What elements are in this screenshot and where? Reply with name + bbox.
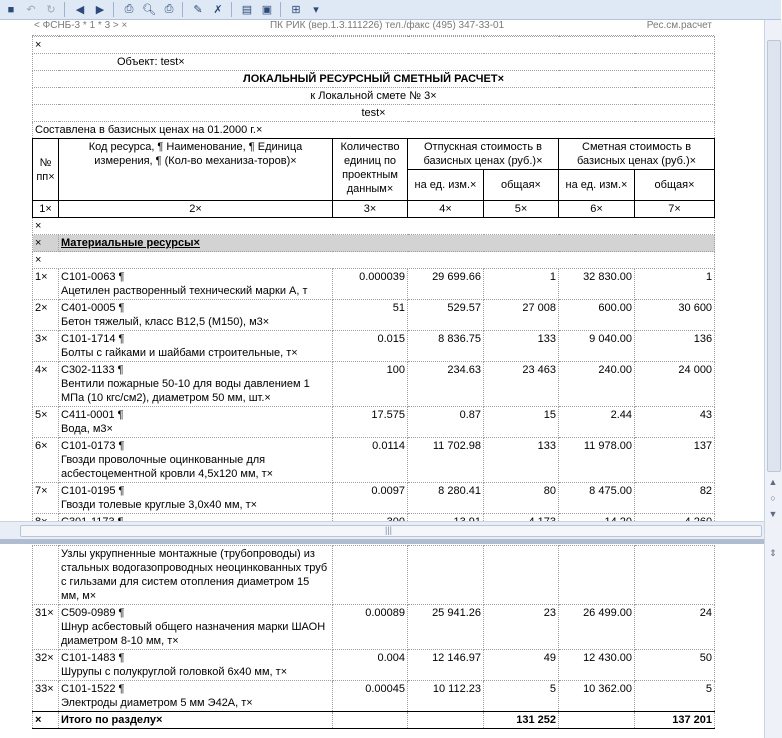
row-number: 4× bbox=[33, 362, 59, 407]
supply-total: 5 bbox=[484, 681, 559, 712]
layout-icon[interactable]: ⊞ bbox=[291, 4, 301, 16]
base-prices-line: Составлена в базисных ценах на 01.2000 г.× bbox=[33, 122, 715, 139]
horizontal-scrollbar[interactable] bbox=[0, 521, 764, 540]
row-number: 31× bbox=[33, 605, 59, 650]
estimate-total: 136 bbox=[635, 331, 715, 362]
quantity: 0.015 bbox=[333, 331, 408, 362]
toolbar-separator bbox=[182, 2, 183, 17]
table-row bbox=[33, 681, 715, 712]
supply-unit-price: 29 699.66 bbox=[408, 269, 484, 300]
table-row bbox=[33, 605, 715, 650]
toolbar-separator bbox=[280, 2, 281, 17]
supply-total: 49 bbox=[484, 650, 559, 681]
left-margin bbox=[0, 20, 20, 738]
blank-row: × bbox=[33, 218, 715, 235]
scroll-thumb[interactable] bbox=[767, 40, 781, 472]
estimate-table bbox=[32, 36, 715, 531]
toolbar-separator bbox=[231, 2, 232, 17]
resource-code-text: С101-1483 ¶ bbox=[61, 652, 125, 664]
form-name: test× bbox=[33, 105, 715, 122]
resource-code-text: С101-0195 ¶ bbox=[61, 485, 125, 497]
object-line: Объект: test× bbox=[33, 54, 715, 71]
back-icon[interactable]: ◀ bbox=[75, 4, 85, 16]
table-row bbox=[33, 331, 715, 362]
undo-icon[interactable]: ↶ bbox=[26, 4, 36, 16]
table-row bbox=[33, 407, 715, 438]
resource-name: Гвозди проволочные оцинкованные для асбестоцементной кровли 4,5х120 мм, т× bbox=[61, 454, 274, 480]
table-row bbox=[33, 269, 715, 300]
resource-code bbox=[59, 331, 333, 362]
col-estimate-unit: на ед. изм.× bbox=[559, 170, 635, 201]
form-title: ЛОКАЛЬНЫЙ РЕСУРСНЫЙ СМЕТНЫЙ РАСЧЕТ× bbox=[33, 71, 715, 88]
split-icon[interactable]: ⇕ bbox=[769, 547, 777, 558]
row-number: 5× bbox=[33, 407, 59, 438]
document-pane-top bbox=[32, 20, 714, 520]
grip-icon: ||| bbox=[385, 525, 393, 535]
window-icon[interactable]: ▣ bbox=[261, 4, 273, 16]
toolbar bbox=[0, 0, 781, 20]
resource-code bbox=[59, 438, 333, 483]
save-icon[interactable]: ■ bbox=[7, 3, 15, 16]
estimate-total: 24 000 bbox=[635, 362, 715, 407]
scroll-up-icon[interactable]: ▲ bbox=[768, 477, 778, 487]
estimate-unit-price: 9 040.00 bbox=[559, 331, 635, 362]
pane-splitter[interactable] bbox=[0, 539, 764, 544]
resource-code-text: С401-0005 ¶ bbox=[61, 302, 125, 314]
total-mark: × bbox=[33, 712, 59, 729]
table-row bbox=[33, 362, 715, 407]
total-supply: 131 252 bbox=[484, 712, 559, 729]
row-number bbox=[33, 546, 59, 605]
supply-total: 23 bbox=[484, 605, 559, 650]
supply-total bbox=[484, 546, 559, 605]
estimate-unit-price: 11 978.00 bbox=[559, 438, 635, 483]
header-center: ПК РИК (вер.1.3.111226) тел./факс (495) 347-33-01 bbox=[269, 20, 505, 31]
col-qty-header: Количество единиц по проектным данным× bbox=[333, 139, 408, 201]
estimate-unit-price: 12 430.00 bbox=[559, 650, 635, 681]
print-icon[interactable]: ⎙ bbox=[124, 3, 134, 15]
blank-row: × bbox=[33, 252, 715, 269]
supply-unit-price: 8 836.75 bbox=[408, 331, 484, 362]
col-number: 3× bbox=[333, 201, 408, 218]
quantity: 0.00045 bbox=[333, 681, 408, 712]
estimate-unit-price: 600.00 bbox=[559, 300, 635, 331]
table-row bbox=[33, 483, 715, 514]
header-left: < ФСНБ-3 * 1 * 3 > × bbox=[34, 20, 128, 31]
estimate-unit-price bbox=[559, 546, 635, 605]
col-code-header: Код ресурса, ¶ Наименование, ¶ Единица измерения, ¶ (Кол-во механиза-торов)× bbox=[59, 139, 333, 201]
supply-total: 15 bbox=[484, 407, 559, 438]
table-row bbox=[33, 300, 715, 331]
resource-code bbox=[59, 483, 333, 514]
resource-code-text: С411-0001 ¶ bbox=[61, 409, 124, 421]
resource-name: Шурупы с полукруглой головкой 6х40 мм, т× bbox=[61, 666, 288, 678]
toolbar-separator bbox=[113, 2, 114, 17]
table-row bbox=[33, 438, 715, 483]
estimate-total: 137 bbox=[635, 438, 715, 483]
total-p1 bbox=[408, 712, 484, 729]
supply-unit-price: 10 112.23 bbox=[408, 681, 484, 712]
quantity: 100 bbox=[333, 362, 408, 407]
resource-code-text: С101-1522 ¶ bbox=[61, 683, 125, 695]
estimate-unit-price: 2.44 bbox=[559, 407, 635, 438]
estimate-total: 82 bbox=[635, 483, 715, 514]
quantity: 17.575 bbox=[333, 407, 408, 438]
edit-icon[interactable]: ✎ bbox=[193, 4, 203, 16]
page-header bbox=[32, 20, 714, 36]
estimate-unit-price: 32 830.00 bbox=[559, 269, 635, 300]
supply-unit-price: 8 280.41 bbox=[408, 483, 484, 514]
col-estimate-total: общая× bbox=[635, 170, 715, 201]
toolbar-separator bbox=[64, 2, 65, 17]
resource-code-text: С101-0173 ¶ bbox=[61, 440, 125, 452]
print-preview-icon[interactable]: 🔍︎ bbox=[142, 4, 156, 16]
supply-total: 23 463 bbox=[484, 362, 559, 407]
quantity: 0.0114 bbox=[333, 438, 408, 483]
estimate-unit-price: 26 499.00 bbox=[559, 605, 635, 650]
resource-code-text: С302-1133 ¶ bbox=[61, 364, 124, 376]
header-right: Рес.см.расчет bbox=[646, 20, 712, 31]
resource-code bbox=[59, 681, 333, 712]
supply-total: 133 bbox=[484, 438, 559, 483]
resource-name: Бетон тяжелый, класс В12,5 (М150), м3× bbox=[61, 316, 270, 328]
quantity bbox=[333, 546, 408, 605]
estimate-total: 1 bbox=[635, 269, 715, 300]
resource-name: Гвозди толевые круглые 3,0х40 мм, т× bbox=[61, 499, 258, 511]
resource-name: Электроды диаметром 5 мм Э42А, т× bbox=[61, 697, 253, 709]
resource-code bbox=[59, 269, 333, 300]
table-row bbox=[33, 650, 715, 681]
quantity: 0.00089 bbox=[333, 605, 408, 650]
col-estimate-header: Сметная стоимость в базисных ценах (руб.)× bbox=[559, 139, 715, 170]
col-supply-total: общая× bbox=[484, 170, 559, 201]
resource-name: Ацетилен растворенный технический марки А, т bbox=[61, 285, 308, 297]
estimate-total: 24 bbox=[635, 605, 715, 650]
supply-unit-price bbox=[408, 546, 484, 605]
total-label: Итого по разделу× bbox=[59, 712, 333, 729]
resource-name: Вентили пожарные 50-10 для воды давлением 1 МПа (10 кгс/см2), диаметром 50 мм, шт.× bbox=[61, 378, 310, 404]
row-number: 7× bbox=[33, 483, 59, 514]
dropdown-icon[interactable]: ▾ bbox=[313, 4, 319, 16]
supply-unit-price: 25 941.26 bbox=[408, 605, 484, 650]
vertical-scrollbar[interactable] bbox=[764, 20, 782, 738]
col-number: 4× bbox=[408, 201, 484, 218]
redo-icon[interactable]: ↻ bbox=[46, 4, 56, 16]
form-subtitle: к Локальной смете № 3× bbox=[33, 88, 715, 105]
supply-unit-price: 234.63 bbox=[408, 362, 484, 407]
quantity: 51 bbox=[333, 300, 408, 331]
row-number: 32× bbox=[33, 650, 59, 681]
estimate-table-continued bbox=[32, 545, 715, 729]
col-supply-unit: на ед. изм.× bbox=[408, 170, 484, 201]
row-number: 2× bbox=[33, 300, 59, 331]
supply-total: 27 008 bbox=[484, 300, 559, 331]
quantity: 0.000039 bbox=[333, 269, 408, 300]
section-title: Материальные ресурсы× bbox=[59, 235, 715, 252]
document-pane-bottom bbox=[32, 545, 714, 738]
estimate-total bbox=[635, 546, 715, 605]
resource-name: Шнур асбестовый общего назначения марки ШАОН диаметром 8-10 мм, т× bbox=[61, 621, 326, 647]
col-number: 7× bbox=[635, 201, 715, 218]
resource-code bbox=[59, 650, 333, 681]
table-row bbox=[33, 546, 715, 605]
select-browse-icon[interactable]: ○ bbox=[770, 493, 776, 503]
resource-code-text: С509-0989 ¶ bbox=[61, 607, 125, 619]
supply-unit-price: 12 146.97 bbox=[408, 650, 484, 681]
row-number: 6× bbox=[33, 438, 59, 483]
col-num-header: № пп× bbox=[33, 139, 59, 201]
row-number: 33× bbox=[33, 681, 59, 712]
supply-unit-price: 529.57 bbox=[408, 300, 484, 331]
col-number: 5× bbox=[484, 201, 559, 218]
resource-name: Вода, м3× bbox=[61, 423, 113, 435]
estimate-unit-price: 240.00 bbox=[559, 362, 635, 407]
scroll-down-icon[interactable]: ▼ bbox=[768, 509, 778, 519]
resource-code-text: С101-1714 ¶ bbox=[61, 333, 125, 345]
document-icon[interactable]: ▤ bbox=[241, 4, 253, 16]
supply-unit-price: 0.87 bbox=[408, 407, 484, 438]
estimate-total: 5 bbox=[635, 681, 715, 712]
estimate-total: 43 bbox=[635, 407, 715, 438]
forward-icon[interactable]: ▶ bbox=[95, 4, 105, 16]
quantity: 0.0097 bbox=[333, 483, 408, 514]
resource-code bbox=[59, 362, 333, 407]
clear-format-icon[interactable]: ✗ bbox=[213, 4, 223, 16]
resource-code bbox=[59, 605, 333, 650]
col-number: 2× bbox=[59, 201, 333, 218]
resource-code bbox=[59, 546, 333, 605]
resource-name: Болты с гайками и шайбами строительные, т× bbox=[61, 347, 298, 359]
print-setup-icon[interactable]: ⎙ bbox=[164, 3, 174, 15]
col-number: 1× bbox=[33, 201, 59, 218]
total-qty bbox=[333, 712, 408, 729]
resource-rows bbox=[33, 269, 715, 531]
row-number: 1× bbox=[33, 269, 59, 300]
blank-row: × bbox=[33, 37, 715, 54]
supply-total: 1 bbox=[484, 269, 559, 300]
estimate-unit-price: 10 362.00 bbox=[559, 681, 635, 712]
col-supply-header: Отпускная стоимость в базисных ценах (руб.)× bbox=[408, 139, 559, 170]
row-number: 3× bbox=[33, 331, 59, 362]
resource-name: Узлы укрупненные монтажные (трубопроводы) из стальных водогазопроводных неоцинкованных труб с гильзами для систем отопления диаметром 15 мм, м× bbox=[61, 548, 328, 602]
supply-total: 133 bbox=[484, 331, 559, 362]
resource-rows-continued bbox=[33, 546, 715, 712]
quantity: 0.004 bbox=[333, 650, 408, 681]
supply-unit-price: 11 702.98 bbox=[408, 438, 484, 483]
estimate-total: 30 600 bbox=[635, 300, 715, 331]
total-p2 bbox=[559, 712, 635, 729]
section-mark: × bbox=[33, 235, 59, 252]
resource-code bbox=[59, 407, 333, 438]
resource-code bbox=[59, 300, 333, 331]
supply-total: 80 bbox=[484, 483, 559, 514]
total-estimate: 137 201 bbox=[635, 712, 715, 729]
col-number: 6× bbox=[559, 201, 635, 218]
estimate-total: 50 bbox=[635, 650, 715, 681]
resource-code-text: С101-0063 ¶ bbox=[61, 271, 125, 283]
estimate-unit-price: 8 475.00 bbox=[559, 483, 635, 514]
